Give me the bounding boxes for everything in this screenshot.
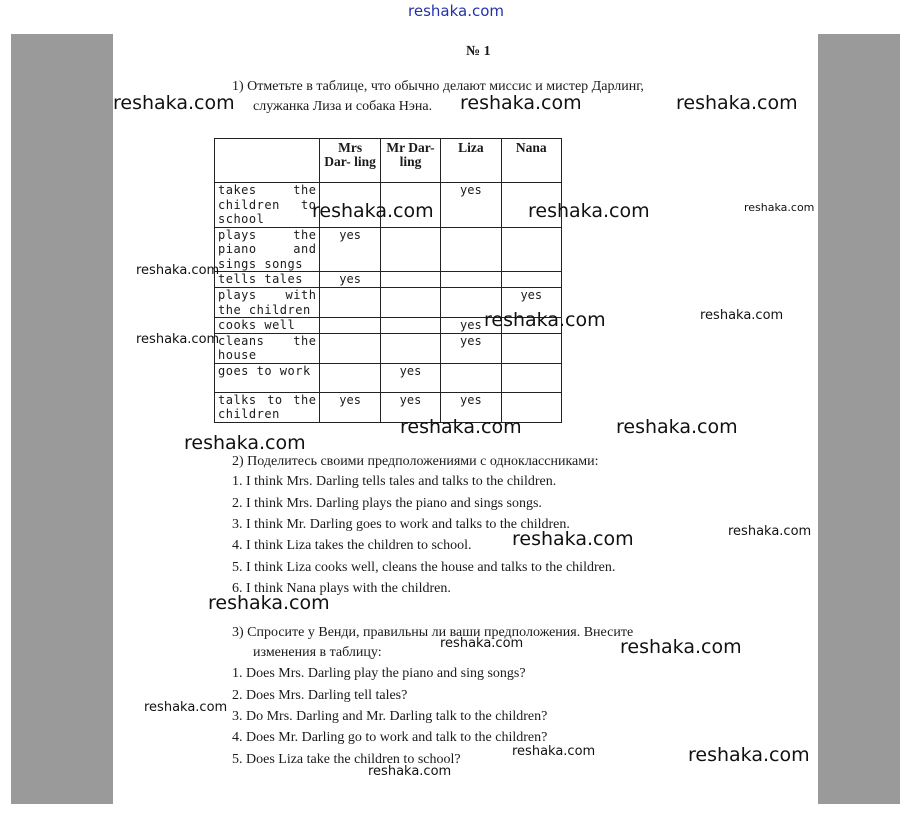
value-cell	[320, 288, 380, 318]
value-cell	[320, 333, 380, 363]
table-row	[215, 227, 562, 272]
table-row	[215, 333, 562, 363]
activity-cell: tells tales	[215, 272, 320, 288]
watermark: reshaka.com	[136, 332, 220, 347]
value-cell	[320, 363, 380, 392]
watermark: reshaka.com	[688, 744, 810, 766]
value-cell	[501, 227, 561, 272]
watermark: reshaka.com	[400, 416, 522, 438]
table-row	[215, 272, 562, 288]
value-cell: yes	[441, 333, 501, 363]
activity-cell: plays with the children	[215, 288, 320, 318]
value-cell: yes	[441, 183, 501, 228]
value-cell	[380, 227, 440, 272]
table-row	[215, 363, 562, 392]
task3-item: 4. Does Mr. Darling go to work and talk to the children?	[232, 730, 548, 745]
activity-cell: plays the piano and sings songs	[215, 227, 320, 272]
table-header-liza: Liza	[441, 139, 501, 183]
watermark: reshaka.com	[528, 200, 650, 222]
value-cell	[441, 363, 501, 392]
site-header-link[interactable]: reshaka.com	[408, 2, 504, 20]
value-cell: yes	[441, 392, 501, 422]
exercise-number: № 1	[466, 44, 491, 59]
watermark: reshaka.com	[208, 592, 330, 614]
table-header-empty	[215, 139, 320, 183]
task1-line2: служанка Лиза и собака Нэна.	[253, 99, 433, 114]
task2-item: 6. I think Nana plays with the children.	[232, 581, 451, 596]
activity-cell: goes to work	[215, 363, 320, 392]
task2-item: 3. I think Mr. Darling goes to work and talks to the children.	[232, 517, 570, 532]
activity-cell: talks to the children	[215, 392, 320, 422]
value-cell	[501, 272, 561, 288]
watermark: reshaka.com	[512, 528, 634, 550]
watermark: reshaka.com	[136, 263, 220, 278]
watermark: reshaka.com	[620, 636, 742, 658]
value-cell: yes	[501, 288, 561, 318]
task1-line1: 1) Отметьте в таблице, что обычно делают миссис и мистер Дарлинг,	[232, 79, 644, 94]
task3-item: 3. Do Mrs. Darling and Mr. Darling talk to the children?	[232, 709, 548, 724]
value-cell: yes	[320, 392, 380, 422]
value-cell	[380, 318, 440, 334]
task3-item: 2. Does Mrs. Darling tell tales?	[232, 688, 408, 703]
table-header-mr-darling: Mr Dar- ling	[380, 139, 440, 183]
table-header-nana: Nana	[501, 139, 561, 183]
watermark: reshaka.com	[460, 92, 582, 114]
task3-line2: изменения в таблицу:	[253, 645, 382, 660]
value-cell	[441, 272, 501, 288]
task2-item: 5. I think Liza cooks well, cleans the house and talks to the children.	[232, 560, 616, 575]
task2-title: 2) Поделитесь своими предположениями с одноклассниками:	[232, 454, 599, 469]
value-cell: yes	[380, 392, 440, 422]
watermark: reshaka.com	[184, 432, 306, 454]
right-margin	[818, 34, 900, 804]
value-cell	[380, 272, 440, 288]
watermark: reshaka.com	[144, 700, 228, 715]
value-cell: yes	[320, 227, 380, 272]
watermark: reshaka.com	[744, 201, 815, 214]
darling-table	[214, 138, 562, 423]
table-header-mrs-darling: Mrs Dar- ling	[320, 139, 380, 183]
value-cell	[320, 318, 380, 334]
watermark: reshaka.com	[484, 309, 606, 331]
task2-item: 2. I think Mrs. Darling plays the piano and sings songs.	[232, 496, 542, 511]
watermark: reshaka.com	[368, 764, 452, 779]
watermark: reshaka.com	[312, 200, 434, 222]
task3-item: 1. Does Mrs. Darling play the piano and sing songs?	[232, 666, 526, 681]
activity-cell: cooks well	[215, 318, 320, 334]
watermark: reshaka.com	[113, 92, 235, 114]
value-cell	[380, 288, 440, 318]
watermark: reshaka.com	[676, 92, 798, 114]
watermark: reshaka.com	[512, 744, 596, 759]
value-cell	[441, 227, 501, 272]
value-cell: yes	[380, 363, 440, 392]
value-cell	[501, 333, 561, 363]
task3-item: 5. Does Liza take the children to school?	[232, 752, 461, 767]
activity-cell: takes the children to school	[215, 183, 320, 228]
activity-cell: cleans the house	[215, 333, 320, 363]
task2-item: 1. I think Mrs. Darling tells tales and talks to the children.	[232, 474, 557, 489]
value-cell: yes	[320, 272, 380, 288]
left-margin	[11, 34, 113, 804]
value-cell: yes	[441, 318, 501, 334]
value-cell	[501, 363, 561, 392]
value-cell	[380, 333, 440, 363]
watermark: reshaka.com	[728, 524, 812, 539]
task3-line1: 3) Спросите у Венди, правильны ли ваши предположения. Внесите	[232, 625, 634, 640]
watermark: reshaka.com	[700, 308, 784, 323]
watermark: reshaka.com	[616, 416, 738, 438]
task2-item: 4. I think Liza takes the children to school.	[232, 538, 472, 553]
watermark: reshaka.com	[440, 636, 524, 651]
